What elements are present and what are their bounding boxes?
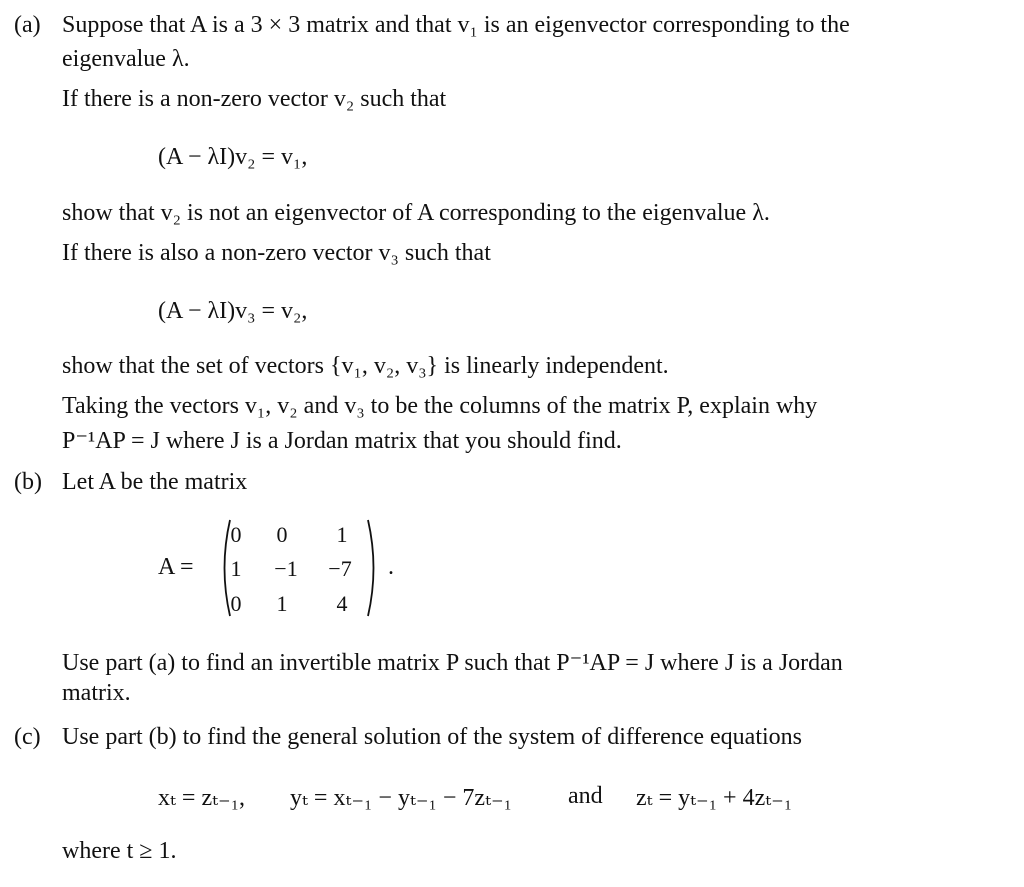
difference-eq-and: and <box>568 783 603 809</box>
right-paren <box>366 518 380 618</box>
part-a-line-4: show that v₂ is not an eigenvector of A corresponding to the eigenvalue λ. <box>62 200 770 226</box>
matrix-lhs: A = <box>158 554 194 580</box>
matrix-cell: 1 <box>230 556 242 581</box>
part-a-line-1: Suppose that A is a 3 × 3 matrix and that v₁ is an eigenvector corresponding to the <box>62 12 850 38</box>
difference-eq-y: yₜ = xₜ₋₁ − yₜ₋₁ − 7zₜ₋₁ <box>290 785 513 811</box>
matrix-cell: 1 <box>336 522 348 547</box>
part-a-line-2: eigenvalue λ. <box>62 46 190 72</box>
equation-1: (A − λI)v₂ = v₁, <box>158 144 308 170</box>
matrix-cell: 0 <box>230 522 242 547</box>
part-a-line-6: show that the set of vectors {v₁, v₂, v₃} is linearly independent. <box>62 353 669 379</box>
matrix-cell: 4 <box>336 591 348 616</box>
part-c-label: (c) <box>14 724 41 750</box>
part-b-label: (b) <box>14 469 42 495</box>
part-a-line-7: Taking the vectors v₁, v₂ and v₃ to be the columns of the matrix P, explain why <box>62 393 818 419</box>
matrix-cell: −7 <box>328 556 352 581</box>
part-a-line-3: If there is a non-zero vector v₂ such that <box>62 86 447 112</box>
matrix-cell: 0 <box>276 522 288 547</box>
matrix-period: . <box>388 554 394 580</box>
part-b-line-2: Use part (a) to find an invertible matrix P such that P⁻¹AP = J where J is a Jordan <box>62 650 843 676</box>
part-a-line-5: If there is also a non-zero vector v₃ such that <box>62 240 491 266</box>
matrix-cell: 0 <box>230 591 242 616</box>
matrix-cell: 1 <box>276 591 288 616</box>
part-b-line-3: matrix. <box>62 680 131 706</box>
part-c-line-1: Use part (b) to find the general solution of the system of difference equations <box>62 724 803 750</box>
matrix-a <box>158 518 398 618</box>
difference-eq-x: xₜ = zₜ₋₁, <box>158 785 246 811</box>
part-a-line-8: P⁻¹AP = J where J is a Jordan matrix that you should find. <box>62 428 622 454</box>
equation-2: (A − λI)v₃ = v₂, <box>158 298 308 324</box>
difference-eq-z: zₜ = yₜ₋₁ + 4zₜ₋₁ <box>636 785 793 811</box>
matrix-cell: −1 <box>274 556 298 581</box>
part-a-label: (a) <box>14 12 41 38</box>
part-c-line-2: where t ≥ 1. <box>62 838 177 864</box>
part-b-line-1: Let A be the matrix <box>62 469 248 495</box>
